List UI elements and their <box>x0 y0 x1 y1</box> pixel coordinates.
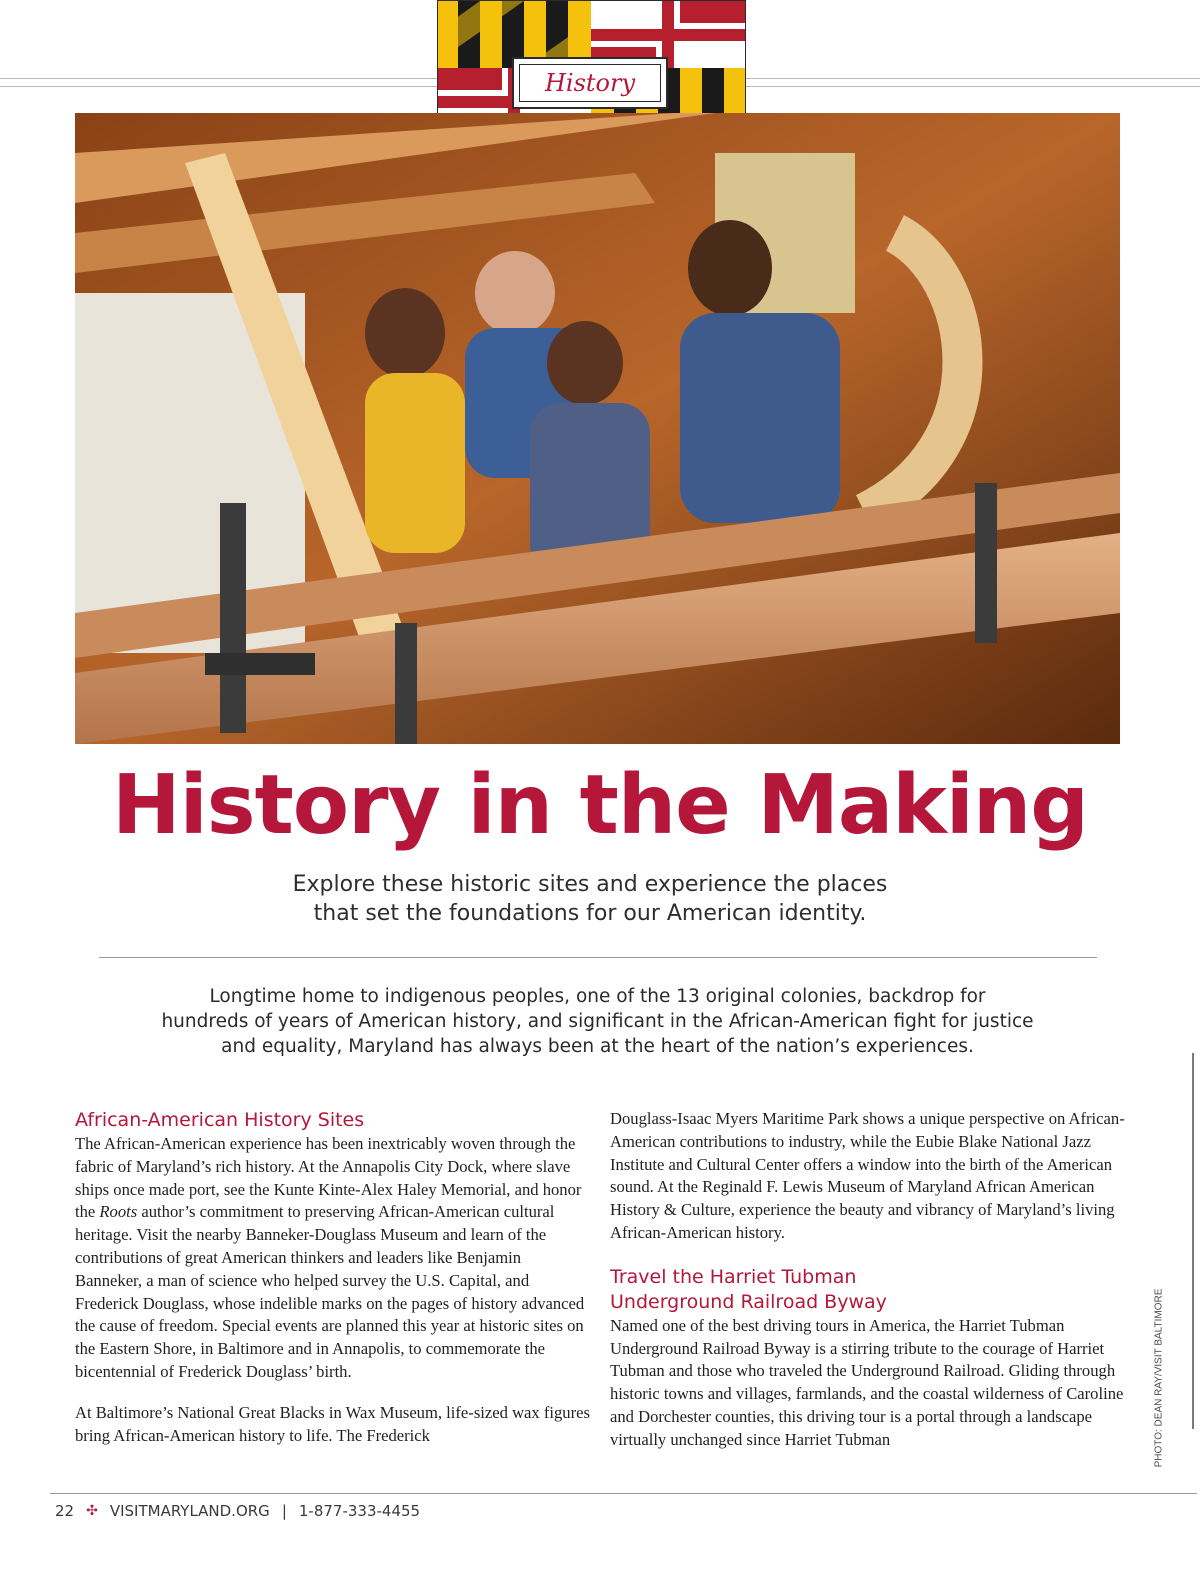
photo-credit-text: PHOTO: DEAN RAY/VISIT BALTIMORE <box>1153 1288 1165 1467</box>
body-paragraph: Douglass-Isaac Myers Maritime Park shows a unique perspective on African-American contributions to industry, while the Eubie Blake National Jazz Institute and Cultural Center offers a window into the birth of the American sound. At the Reginald F. Lewis Museum of Maryland African American History & Culture, experience the beauty and vibrancy of Maryland’s living African-American history. <box>610 1109 1125 1242</box>
boat-building-photo-icon <box>75 113 1120 744</box>
fleur-ornament-icon: ✣ <box>86 1503 98 1519</box>
left-column <box>75 1108 590 1447</box>
book-title: Roots <box>99 1202 138 1222</box>
subtitle-line: that set the foundations for our American identity. <box>313 901 867 926</box>
body-paragraph: At Baltimore’s National Great Blacks in Wax Museum, life-sized wax figures bring African-American history to life. The Frederick <box>75 1402 590 1445</box>
subtitle-line: Explore these historic sites and experience the places <box>292 872 888 897</box>
right-column <box>610 1108 1125 1452</box>
title-divider <box>99 957 1097 958</box>
page-edge-line <box>1192 1053 1194 1429</box>
section-label: History <box>519 64 661 102</box>
heading-african-american-sites: African-American History Sites <box>75 1109 365 1131</box>
intro-line: hundreds of years of American history, and significant in the African-American fight for justice <box>161 1011 1034 1032</box>
footer-phone[interactable]: 1-877-333-4455 <box>298 1502 421 1520</box>
body-paragraph <box>75 1133 590 1384</box>
footer-separator: | <box>281 1502 287 1520</box>
heading-line: Underground Railroad Byway <box>610 1290 887 1313</box>
heading-line: Travel the Harriet Tubman <box>610 1265 857 1288</box>
page-number: 22 <box>55 1502 75 1520</box>
body-paragraph: Named one of the best driving tours in America, the Harriet Tubman Underground Railroad Byway is a stirring tribute to the courage of Harriet Tubman and those who traveled the Underground Railroad. Gliding through historic towns and villages, farmlands, and the coastal wilderness of Caroline and Dorchester counties, this driving tour is a portal through a landscape virtually unchanged since Harriet Tubman <box>610 1315 1124 1449</box>
footer-rule <box>50 1493 1197 1494</box>
hero-photo <box>75 113 1120 744</box>
body-text: author’s commitment to preserving African-American cultural heritage. Visit the nearby Banneker-Douglass Museum and learn of the contributions of great American thinkers and leaders like Benjamin Banneker, a man of science who helped survey the U.S. Capital, and Frederick Douglass, whose indelible marks on the pages of history advanced the cause of freedom. Special events are planned this year at historic sites on the Eastern Shore, in Baltimore and in Annapolis, to commemorate the bicentennial of Frederick Douglass’ birth. <box>75 1202 585 1381</box>
body-text: The African-American experience has been inextricably woven through the fabric of Maryland’s rich history. At the Annapolis City Dock, where slave ships once made port, see the Kunte Kinte-Alex Haley Memorial, and honor the <box>75 1134 582 1222</box>
page-title: History in the Making <box>112 758 1088 853</box>
footer-website-link[interactable]: VISITMARYLAND.ORG <box>109 1502 270 1520</box>
heading-harriet-tubman-byway <box>610 1265 1125 1315</box>
section-label-box <box>512 57 668 109</box>
intro-line: Longtime home to indigenous peoples, one of the 13 original colonies, backdrop for <box>209 986 986 1007</box>
photo-credit <box>1152 1288 1166 1467</box>
intro-paragraph <box>150 984 1045 1059</box>
intro-line: and equality, Maryland has always been at the heart of the nation’s experiences. <box>221 1036 974 1057</box>
footer <box>55 1502 420 1520</box>
subtitle <box>200 870 980 928</box>
